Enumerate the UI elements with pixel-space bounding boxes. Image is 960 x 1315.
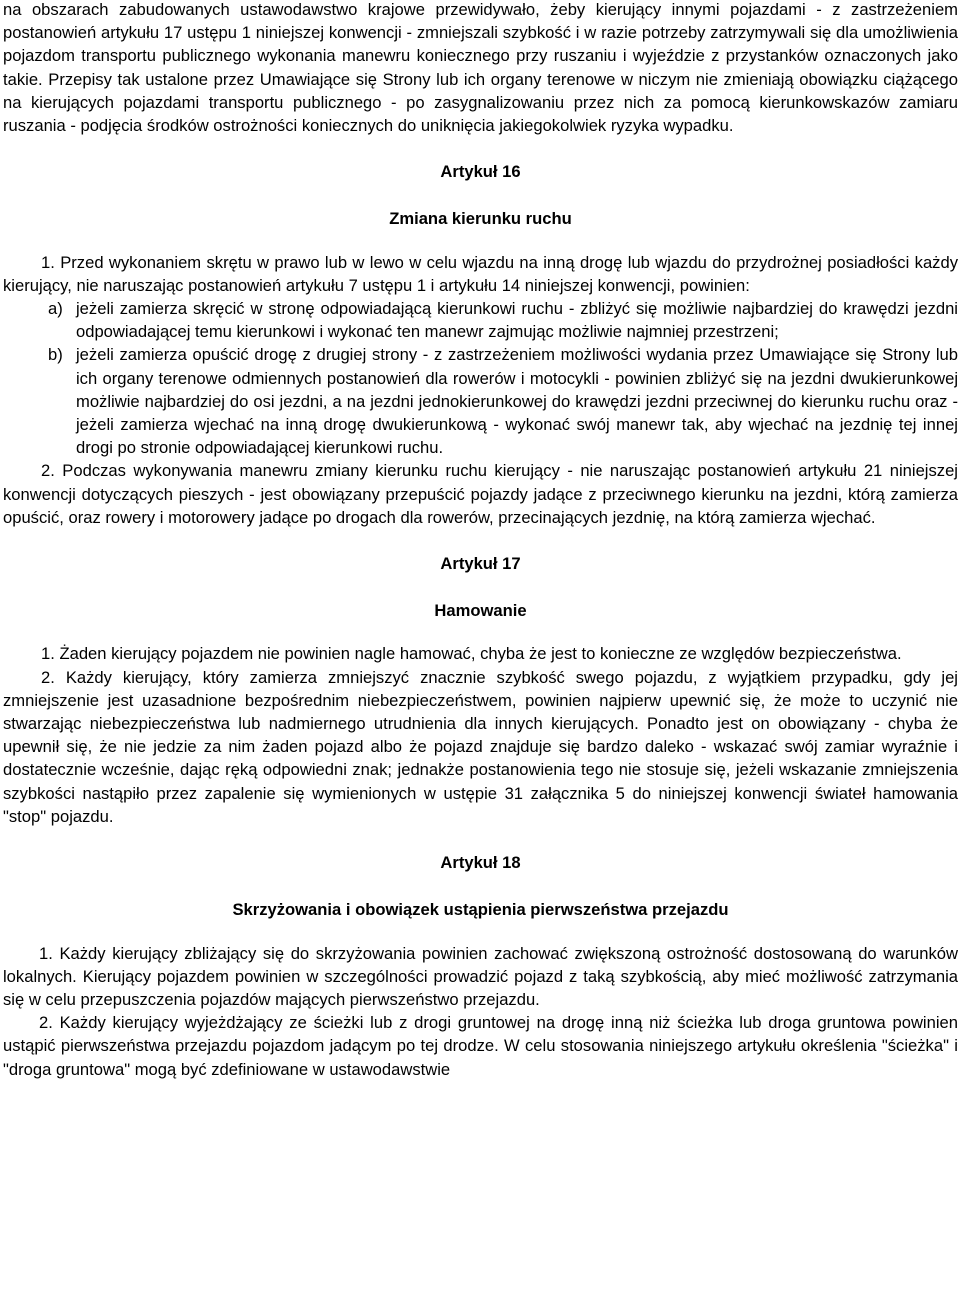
intro-paragraph: na obszarach zabudowanych ustawodawstwo krajowe przewidywało, żeby kierujący innymi pojazdami - z zastrzeżeniem postanowień artykułu 17 ustępu 1 niniejszej konwencji - zmniejszali szybkość i w razie potrzeby zatrzymywali się dla umożliwienia pojazdom transportu publicznego wykonania manewru koniecznego przy ruszaniu i wyjeździe z przystanków oznaczonych jako takie. Przepisy tak ustalone przez Umawiające się Strony lub ich organy terenowe w niczym nie zmieniają obowiązku ciążącego na kierujących pojazdami transportu publicznego - po zasygnalizowaniu przez nich za pomocą kierunkowskazów zamiaru ruszania - podjęcia środków ostrożności koniecznych do uniknięcia jakiegokolwiek ryzyka wypadku. bbox=[3, 0, 958, 136]
item-b-text: jeżeli zamierza opuścić drogę z drugiej strony - z zastrzeżeniem możliwości wydania przez Umawiające się Strony lub ich organy terenowe odmiennych postanowień dla rowerów i motocykli - powinien zbliżyć się na jezdni dwukierunkowej możliwie najbardziej do osi jezdni, a na jezdni jednokierunkowej do krawędzi jezdni przeciwnej do kierunku ruchu oraz - jeżeli zamierza wjechać na inną drogę dwukierunkową - wykonać swój manewr tak, aby wjechać na jezdnię tej innej drogi po stronie odpowiadającej kierunkowi ruchu. bbox=[76, 345, 958, 458]
article-17-paragraph-1: 1. Żaden kierujący pojazdem nie powinien nagle hamować, chyba że jest to konieczne ze względów bezpieczeństwa. bbox=[41, 644, 902, 664]
item-b-label: b) bbox=[48, 345, 63, 365]
article-18-subtitle: Skrzyżowania i obowiązek ustąpienia pierwszeństwa przejazdu bbox=[232, 900, 729, 920]
article-16-paragraph-2: 2. Podczas wykonywania manewru zmiany kierunku ruchu kierujący - nie naruszając postanowień artykułu 21 niniejszej konwencji dotyczących pieszych - jest obowiązany przepuścić pojazdy jadące z przeciwnego kierunku na jezdni, którą zamierza opuścić, oraz rowery i motorowery jadące po drogach dla rowerów, przecinających jezdnię, na którą zamierza wjechać. bbox=[3, 461, 958, 527]
article-17-subtitle: Hamowanie bbox=[434, 601, 527, 621]
article-18-paragraph-1: 1. Każdy kierujący zbliżający się do skrzyżowania powinien zachować zwiększoną ostrożność dostosowaną do warunków lokalnych. Kierujący pojazdem powinien w szczególności prowadzić pojazd z taką szybkością, aby mieć możliwość zatrzymania się w celu przepuszczenia pojazdów mających pierwszeństwo przejazdu. bbox=[3, 943, 958, 1009]
article-16-title: Artykuł 16 bbox=[440, 162, 521, 182]
article-18-paragraph-2: 2. Każdy kierujący wyjeżdżający ze ścieżki lub z drogi gruntowej na drogę inną niż ścieżka lub droga gruntowa powinien ustąpić pierwszeństwa przejazdu pojazdom jadącym po tej drodze. W celu stosowania niniejszego artykułu określenia "ścieżka" i "droga gruntowa" mogą być zdefiniowane w ustawodawstwie bbox=[3, 1013, 958, 1079]
document-page bbox=[3, 0, 958, 1081]
article-16-item-a bbox=[3, 297, 958, 343]
article-16-subtitle: Zmiana kierunku ruchu bbox=[389, 209, 572, 229]
item-a-text: jeżeli zamierza skręcić w stronę odpowiadającą kierunkowi ruchu - zbliżyć się możliwie najbardziej do krawędzi jezdni odpowiadającej temu kierunkowi i wykonać ten manewr zajmując możliwie najmniej przestrzeni; bbox=[76, 299, 958, 342]
article-17-title: Artykuł 17 bbox=[440, 554, 521, 574]
article-16-item-b bbox=[3, 343, 958, 459]
article-18-title: Artykuł 18 bbox=[440, 853, 521, 873]
item-a-label: a) bbox=[48, 299, 63, 319]
article-17-paragraph-2: 2. Każdy kierujący, który zamierza zmniejszyć znacznie szybkość swego pojazdu, z wyjątkiem przypadku, gdy jej zmniejszenie jest uzasadnione bezpośrednim niebezpieczeństwem, powinien najpierw upewnić się, że może to uczynić nie stwarzając niebezpieczeństwa lub nadmiernego utrudnienia dla innych kierujących. Ponadto jest on obowiązany - chyba że upewnił się, że nie jedzie za nim żaden pojazd albo że pojazd znajduje się bardzo daleko - wskazać swój zamiar wyraźnie i dostatecznie wcześnie, dając ręką odpowiedni znak; jednakże postanowienia tego nie stosuje się, jeżeli wskazanie zmniejszenia szybkości nastąpiło przez zapalenie się wymienionych w ustępie 31 załącznika 5 do niniejszej konwencji świateł hamowania "stop" pojazdu. bbox=[3, 667, 958, 826]
article-16-paragraph-1: 1. Przed wykonaniem skrętu w prawo lub w lewo w celu wjazdu na inną drogę lub wjazdu do przydrożnej posiadłości każdy kierujący, nie naruszając postanowień artykułu 7 ustępu 1 i artykułu 14 niniejszej konwencji, powinien: bbox=[3, 252, 958, 295]
